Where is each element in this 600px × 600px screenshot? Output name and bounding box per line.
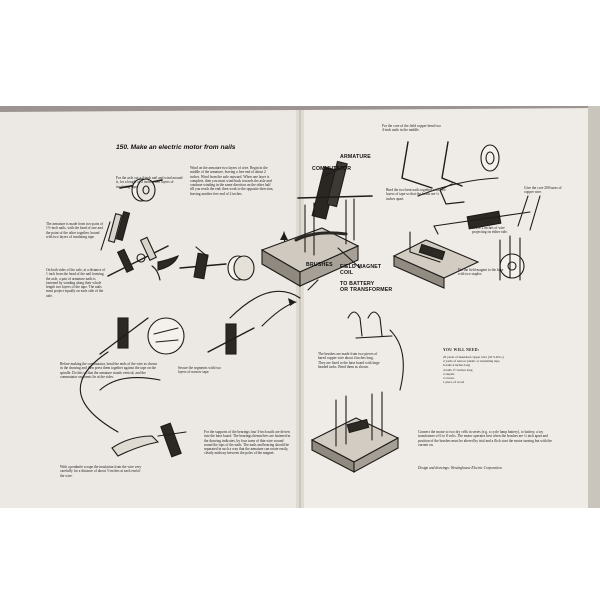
needs-title: YOU WILL NEED: (443, 348, 480, 352)
caption-fix-field: Fix the field magnet to the base with two staples. (458, 268, 504, 277)
label-commutator: COMMUTATOR (312, 166, 352, 172)
needs-list (443, 355, 504, 384)
needs-item: 1 piece of wood (443, 380, 465, 385)
label-armature: ARMATURE (340, 154, 371, 160)
credit-line: Design and drawings: Westinghouse Electric Corporation (418, 466, 502, 470)
needs-item: 4 nails 1½ inches long (443, 367, 473, 372)
caption-brushes: The brushes are made from two pieces of bared copper wire about 4 inches long. They are fixed to the base board with large headed tacks. Bend them as shown. (318, 352, 380, 369)
label-field-magnet-coil: FIELD MAGNET COIL (340, 264, 382, 276)
caption-commutator: Before making the commutator, bend the ends of the wire as shown in the drawing and then press them together against the tape on the spindle. Do this so that the armature stands vertical, and the commutator segments lie at the sides. (60, 362, 158, 379)
caption-leave-wire: Leave 2 inches of wire projecting on either side. (472, 226, 508, 235)
caption-bearings: For the supports of the bearings four 3-inch nails are driven into the base board. The bearings themselves are fastened in the drawing indicates, by four turns of thin wire wound round the tops of the nails. The nails and bearing should be separated in such a way that the armature can rotate easily, clearly midway between the poles of the magnet. (204, 430, 291, 456)
label-battery: TO BATTERY OR TRANSFORMER (340, 281, 393, 293)
caption-axle: For the axle cut a 4-inch nail and wind around it, for a length of 2 inches, two layers of insulating tape. (116, 176, 183, 189)
needs-item: 6 nails 4 inches long (443, 363, 471, 368)
needs-item: 2 yards of narrow plastic or insulating tape (443, 359, 500, 364)
needs-item: 2 screws (443, 376, 455, 381)
caption-field-core: For the core of the field copper bend two 4-inch nails in the middle. (382, 124, 441, 133)
page-title: 150. Make an electric motor from nails (116, 144, 236, 151)
caption-penknife: With a penknife scrape the insulation from the wire very carefully for a distance of about ½ inches at each end of the wire. (60, 465, 142, 478)
caption-connect: Connect the motor to two dry cells in series (e.g. a cycle lamp battery), to battery, a toy transformer of 6 to 8 volts. The motor operates best when the brushes are ¼ inch apart and position of the brushes must be altered by trial and a flick start the motor turning but with the current on. (418, 430, 552, 447)
caption-winding: Wind on the armature two layers of wire. Begin in the middle of the armature, leaving a free end of about 2 inches. Wind from the axle outward. When one layer is complete, then you must wind back towards the axle and continue winding in the same direction on the other half till you reach the end; then work to the opposite direction, leaving another free end of 2 inches. (190, 166, 274, 196)
caption-armature-nails: The armature is made from two pairs of 1½-inch nails, with the head of one and the point of the other together, bound with two layers of insulating tape. (46, 222, 104, 239)
caption-bind-nails: Bind the two bent nails together with two layers of tape so that the heads are ¼ inches apart. (386, 188, 446, 201)
caption-secure: Secure the segments with two layers of narrow tape. (178, 366, 221, 375)
caption-copper-wire: Give the core 200 turns of copper wire. (524, 186, 562, 195)
needs-item: 20 yards of insulated copper wire (32 S.W.G.) (443, 355, 504, 359)
label-brushes: BRUSHES (306, 262, 333, 268)
caption-axle-sides: On both sides of the axle, at a distance of 1 inch from the head of the nail forming the axle, a pair of armature nails is fastened by winding along their whole length two layers of the tape. The nails must project equally on each side of the axle. (46, 268, 106, 298)
needs-item: 2 staples (443, 371, 455, 376)
